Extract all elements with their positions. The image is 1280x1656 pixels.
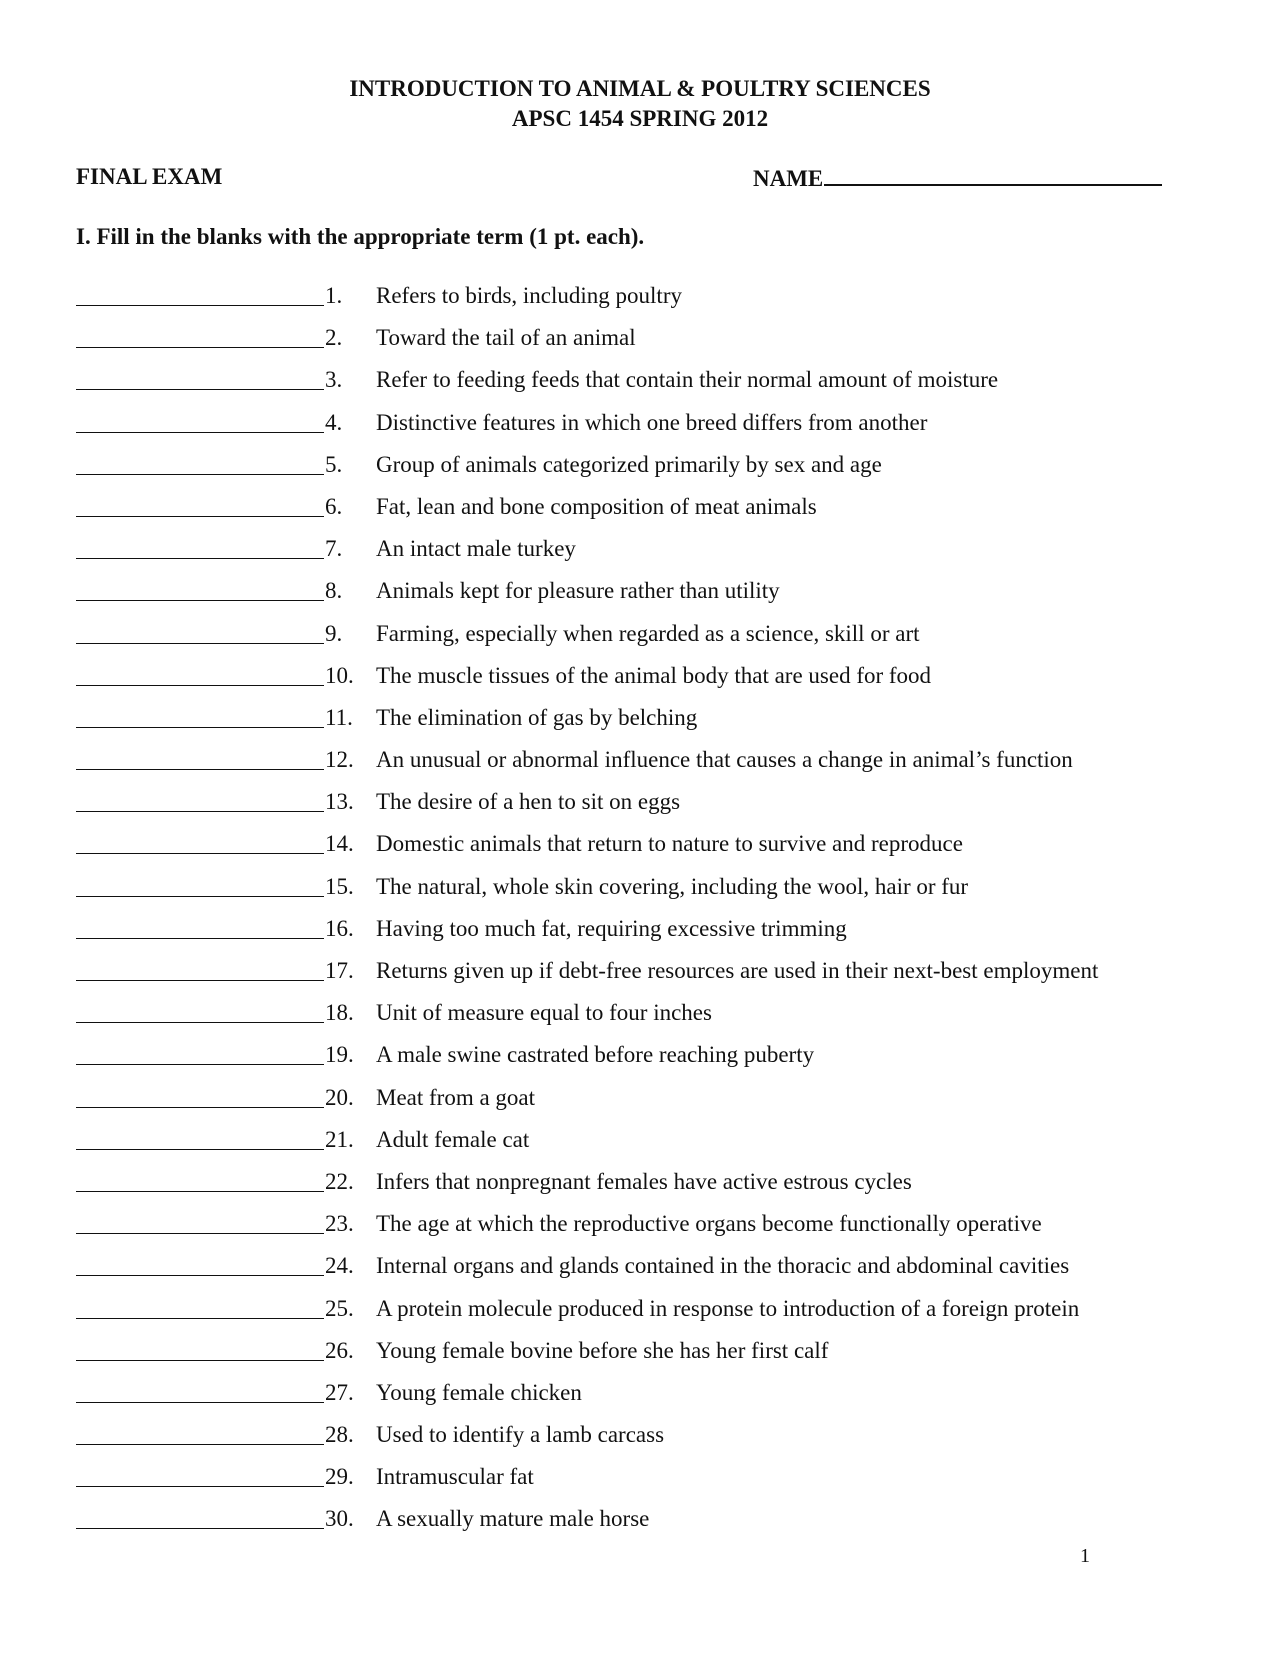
question-number: 1. (325, 283, 343, 308)
question-number: 16. (325, 915, 354, 941)
question-number: 28. (325, 1422, 354, 1448)
question-item (76, 1464, 1186, 1506)
question-text: Used to identify a lamb carcass (376, 1422, 665, 1448)
question-item (76, 536, 1186, 578)
answer-blank[interactable] (76, 432, 324, 433)
question-text: Refer to feeding feeds that contain their normal amount of moisture (376, 367, 999, 393)
exam-label: FINAL EXAM (76, 164, 223, 189)
question-text: The natural, whole skin covering, including the wool, hair or fur (376, 873, 969, 899)
question-item (76, 874, 1186, 916)
question-number: 6. (325, 493, 343, 519)
question-item (76, 1211, 1186, 1253)
answer-blank[interactable] (76, 305, 324, 306)
question-text: A sexually mature male horse (376, 1506, 650, 1532)
question-text: An intact male turkey (376, 536, 576, 562)
question-number: 26. (325, 1337, 354, 1363)
answer-blank[interactable] (76, 600, 324, 601)
question-text: Having too much fat, requiring excessive trimming (376, 915, 847, 941)
answer-blank[interactable] (76, 685, 324, 686)
question-text: Young female bovine before she has her first calf (376, 1337, 829, 1363)
question-item (76, 621, 1186, 663)
question-list (76, 283, 1186, 1549)
question-item (76, 958, 1186, 1000)
question-number: 20. (325, 1084, 354, 1110)
question-text: Toward the tail of an animal (376, 325, 636, 351)
question-text: Farming, especially when regarded as a science, skill or art (376, 620, 920, 646)
question-number: 15. (325, 873, 354, 899)
question-number: 19. (325, 1042, 354, 1068)
question-item (76, 452, 1186, 494)
answer-blank[interactable] (76, 1107, 324, 1108)
question-text: Unit of measure equal to four inches (376, 1000, 712, 1026)
answer-blank[interactable] (76, 1022, 324, 1023)
question-number: 23. (325, 1211, 354, 1237)
question-item (76, 916, 1186, 958)
question-item (76, 1253, 1186, 1295)
answer-blank[interactable] (76, 853, 324, 854)
answer-blank[interactable] (76, 1360, 324, 1361)
question-number: 7. (325, 536, 343, 562)
answer-blank[interactable] (76, 811, 324, 812)
question-number: 12. (325, 747, 354, 773)
question-item (76, 1127, 1186, 1169)
question-text: Domestic animals that return to nature to survive and reproduce (376, 831, 963, 857)
question-text: The desire of a hen to sit on eggs (376, 789, 681, 815)
question-item (76, 325, 1186, 367)
question-item (76, 367, 1186, 409)
answer-blank[interactable] (76, 938, 324, 939)
question-text: Adult female cat (376, 1126, 530, 1152)
question-text: The age at which the reproductive organs become functionally operative (376, 1211, 1042, 1237)
answer-blank[interactable] (76, 1528, 324, 1529)
section-heading: I. Fill in the blanks with the appropriate term (1 pt. each). (76, 224, 645, 249)
question-number: 11. (325, 704, 353, 730)
question-item (76, 283, 1186, 325)
document-title (0, 74, 1280, 134)
exam-header-row (76, 164, 1170, 196)
question-text: Group of animals categorized primarily by sex and age (376, 451, 882, 477)
question-number: 27. (325, 1379, 354, 1405)
question-item (76, 494, 1186, 536)
question-text: Returns given up if debt-free resources are used in their next-best employment (376, 958, 1099, 983)
question-number: 25. (325, 1295, 354, 1321)
question-number: 13. (325, 789, 354, 815)
question-item (76, 1296, 1186, 1338)
question-item (76, 1506, 1186, 1548)
question-item (76, 1338, 1186, 1380)
question-item (76, 1422, 1186, 1464)
question-text: Distinctive features in which one breed differs from another (376, 409, 928, 435)
answer-blank[interactable] (76, 1318, 324, 1319)
question-number: 21. (325, 1126, 354, 1152)
question-item (76, 663, 1186, 705)
answer-blank[interactable] (76, 1064, 324, 1065)
question-text: Meat from a goat (376, 1084, 536, 1110)
question-text: Infers that nonpregnant females have active estrous cycles (376, 1168, 912, 1194)
question-text: An unusual or abnormal influence that causes a change in animal’s function (376, 747, 1073, 773)
answer-blank[interactable] (76, 1149, 324, 1150)
question-item (76, 1042, 1186, 1084)
answer-blank[interactable] (76, 347, 324, 348)
answer-blank[interactable] (76, 474, 324, 475)
course-term: APSC 1454 SPRING 2012 (511, 106, 769, 131)
question-item (76, 1380, 1186, 1422)
answer-blank[interactable] (76, 980, 324, 981)
question-number: 9. (325, 620, 343, 646)
question-number: 30. (325, 1506, 354, 1532)
question-item (76, 1169, 1186, 1211)
answer-blank[interactable] (76, 769, 324, 770)
question-text: Young female chicken (376, 1379, 582, 1405)
question-text: Refers to birds, including poultry (376, 283, 682, 308)
question-item (76, 410, 1186, 452)
name-blank[interactable] (824, 164, 1162, 186)
question-item (76, 1085, 1186, 1127)
question-number: 2. (325, 325, 343, 351)
question-item (76, 747, 1186, 789)
question-text: Intramuscular fat (376, 1464, 534, 1490)
question-text: Fat, lean and bone composition of meat animals (376, 493, 817, 519)
question-number: 8. (325, 578, 343, 604)
name-label: NAME (753, 166, 824, 191)
question-number: 22. (325, 1168, 354, 1194)
answer-blank[interactable] (76, 558, 324, 559)
page-number: 1 (1080, 1545, 1090, 1567)
question-item (76, 578, 1186, 620)
answer-blank[interactable] (76, 389, 324, 390)
question-number: 29. (325, 1464, 354, 1490)
course-title: INTRODUCTION TO ANIMAL & POULTRY SCIENCES (349, 76, 931, 101)
answer-blank[interactable] (76, 1275, 324, 1276)
question-text: A male swine castrated before reaching puberty (376, 1042, 815, 1068)
answer-blank[interactable] (76, 1191, 324, 1192)
name-field (753, 164, 1162, 192)
answer-blank[interactable] (76, 727, 324, 728)
answer-blank[interactable] (76, 1444, 324, 1445)
answer-blank[interactable] (76, 1486, 324, 1487)
question-item (76, 831, 1186, 873)
question-number: 14. (325, 831, 354, 857)
question-number: 4. (325, 409, 343, 435)
answer-blank[interactable] (76, 643, 324, 644)
answer-blank[interactable] (76, 896, 324, 897)
question-text: Internal organs and glands contained in the thoracic and abdominal cavities (376, 1253, 1070, 1279)
question-number: 5. (325, 451, 343, 477)
question-number: 24. (325, 1253, 354, 1279)
question-text: Animals kept for pleasure rather than utility (376, 578, 780, 604)
question-text: The muscle tissues of the animal body that are used for food (376, 662, 932, 688)
question-number: 10. (325, 662, 354, 688)
question-item (76, 789, 1186, 831)
answer-blank[interactable] (76, 1233, 324, 1234)
question-item (76, 705, 1186, 747)
question-number: 18. (325, 1000, 354, 1026)
question-number: 3. (325, 367, 343, 393)
question-item (76, 1000, 1186, 1042)
question-number: 17. (325, 958, 354, 983)
question-text: A protein molecule produced in response to introduction of a foreign protein (376, 1295, 1080, 1321)
answer-blank[interactable] (76, 516, 324, 517)
answer-blank[interactable] (76, 1402, 324, 1403)
question-text: The elimination of gas by belching (376, 704, 698, 730)
